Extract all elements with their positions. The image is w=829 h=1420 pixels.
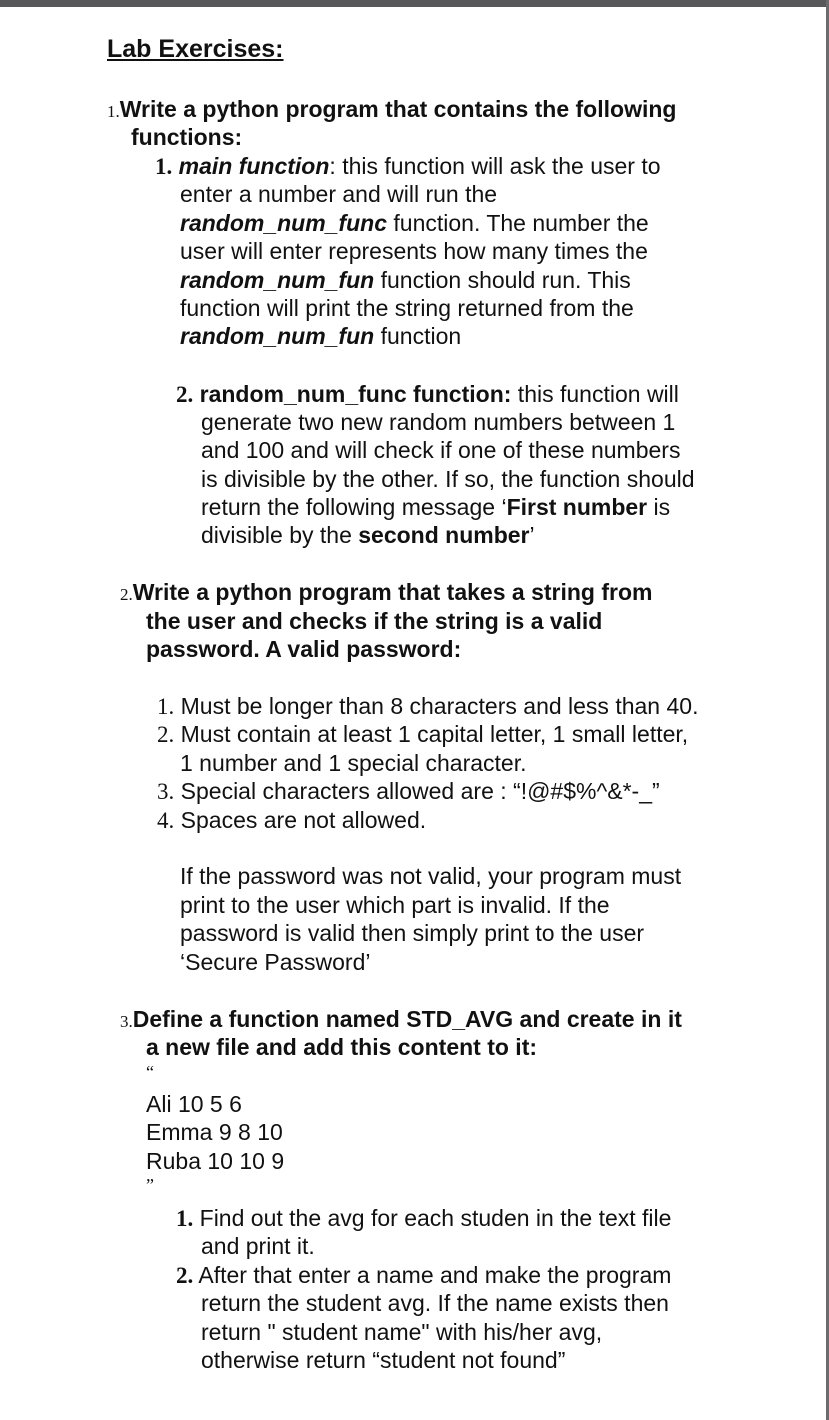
function-name: random_num_func	[180, 210, 388, 236]
text-line: return the student avg. If the name exists then	[201, 1290, 669, 1316]
text-line: and 100 and will check if one of these numbers	[201, 437, 681, 463]
function-name: random_num_func function:	[199, 381, 512, 407]
text-line: function will print the string returned from the	[180, 295, 634, 321]
heading-text: functions:	[131, 124, 243, 150]
exercise-1-heading	[107, 95, 676, 127]
bold-phrase: First number	[506, 494, 648, 520]
open-quote: “	[146, 1062, 154, 1082]
text-line: 1 number and 1 special character.	[180, 750, 527, 776]
top-border	[0, 0, 829, 7]
text-line: If the password was not valid, your program must	[180, 863, 682, 889]
file-line: Ruba 10 10 9	[146, 1148, 285, 1174]
exercise-3-heading	[120, 1005, 682, 1037]
text-line: print to the user which part is invalid. If the	[180, 892, 610, 918]
exercise-2-heading	[120, 578, 652, 610]
exercise-number: 1.	[107, 102, 120, 121]
exercise-number: 3.	[120, 1012, 133, 1031]
close-quote: ”	[146, 1175, 154, 1195]
task-item: 1. Find out the avg for each studen in the text file	[176, 1205, 672, 1231]
text-line: user will enter represents how many times the	[180, 238, 648, 264]
text-line: return " student name" with his/her avg,	[201, 1319, 603, 1345]
heading-text: Write a python program that contains the following	[119, 96, 677, 122]
function-name: main function	[178, 153, 330, 179]
text-line: and print it.	[201, 1233, 315, 1259]
task-item: 2. After that enter a name and make the program	[176, 1262, 672, 1288]
heading-text: Write a python program that takes a string from	[132, 579, 653, 605]
file-line: Emma 9 8 10	[146, 1119, 283, 1145]
text-line: otherwise return “student not found”	[201, 1347, 566, 1373]
text-line: is divisible by the other. If so, the function should	[201, 466, 695, 492]
function-name: random_num_fun	[180, 323, 375, 349]
text-line: generate two new random numbers between 1	[201, 409, 676, 435]
text-line: enter a number and will run the	[180, 181, 498, 207]
heading-text: a new file and add this content to it:	[146, 1034, 538, 1060]
heading-text: Define a function named STD_AVG and create in it	[132, 1006, 682, 1032]
heading-text: the user and checks if the string is a valid	[146, 608, 603, 634]
heading-text: password. A valid password:	[146, 636, 462, 662]
rule-item: 1. Must be longer than 8 characters and less than 40.	[157, 693, 699, 719]
exercise-number: 2.	[120, 585, 133, 604]
item-number: 1.	[155, 154, 173, 179]
file-line: Ali 10 5 6	[146, 1091, 242, 1117]
page-title: Lab Exercises:	[107, 35, 284, 63]
rule-item: 4. Spaces are not allowed.	[157, 807, 427, 833]
rule-item: 3. Special characters allowed are : “!@#$%^&*-_”	[157, 778, 660, 804]
item-number: 2.	[176, 382, 194, 407]
bold-phrase: second number	[358, 522, 530, 548]
text-line: ‘Secure Password’	[180, 949, 371, 975]
text-line: password is valid then simply print to the user	[180, 920, 645, 946]
function-name: random_num_fun	[180, 267, 375, 293]
rule-item: 2. Must contain at least 1 capital letter, 1 small letter,	[157, 721, 689, 747]
